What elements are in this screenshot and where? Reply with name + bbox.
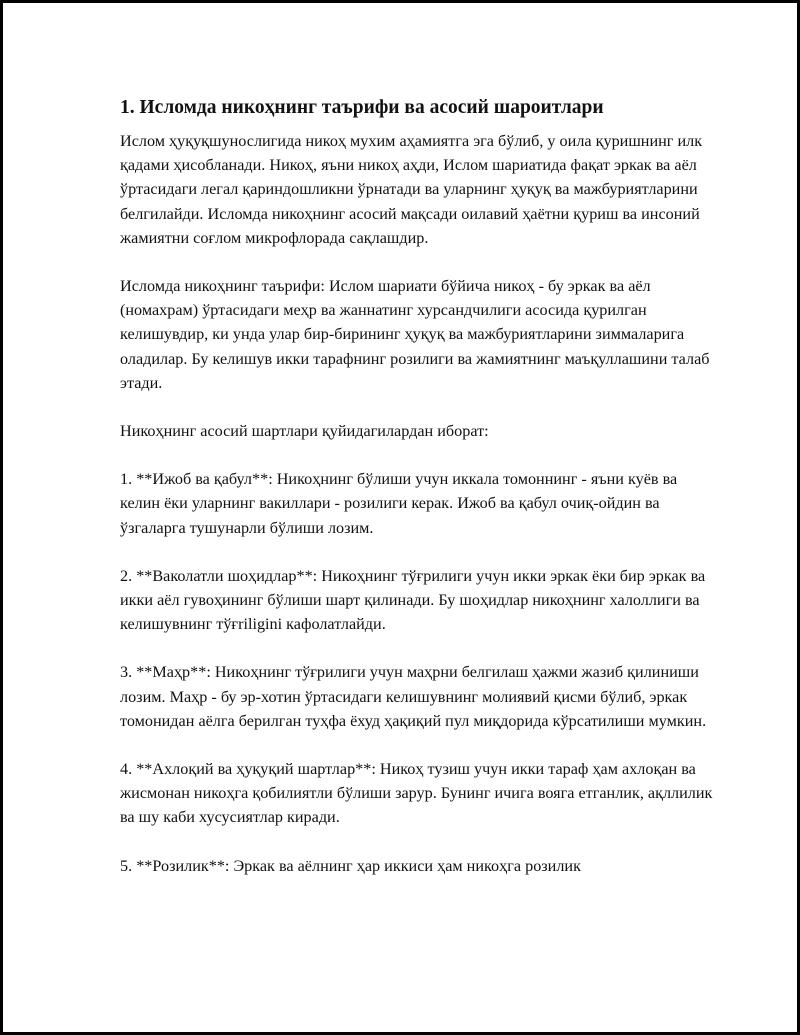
condition-item-5: 5. **Розилик**: Эркак ва аёлнинг ҳар иккиси ҳам никоҳга розилик <box>120 856 581 875</box>
condition-item-4: 4. **Ахлоқий ва ҳуқуқий шартлар**: Никоҳ тузиш учун икки тараф ҳам ахлоқан ва жисмонан никоҳга қобилиятли бўлиши зарур. Бунинг ичига вояга етганлик, ақллилик ва шу каби хусусиятлар киради. <box>120 760 713 827</box>
document-body <box>120 95 720 902</box>
condition-item-3: 3. **Маҳр**: Никоҳнинг тўғрилиги учун маҳрни белгилаш ҳажми жазиб қилиниши лозим. Маҳр - бу эр-хотин ўртасидаги келишувнинг молиявий қисми бўлиб, эркак томонидан аёлга берилган туҳфа ёхуд ҳақиқий пул миқдорида кўрсатилиши мумкин. <box>120 663 707 730</box>
conditions-intro-paragraph: Никоҳнинг асосий шартлари қуйидагилардан иборат: <box>120 422 489 441</box>
condition-item-2: 2. **Ваколатли шоҳидлар**: Никоҳнинг тўғрилиги учун икки эркак ёки бир эркак ва икки аёл гувоҳининг бўлиши шарт қилинади. Бу шоҳидлар никоҳнинг халоллиги ва келишувнинг тўғriligini кафолатлайди. <box>120 566 706 634</box>
intro-paragraph: Ислом ҳуқуқшунослигида никоҳ мухим аҳамиятга эга бўлиб, у оила қуришнинг илк қадами ҳисобланади. Никоҳ, яъни никоҳ аҳди, Ислом шариатида фақат эркак ва аёл ўртасидаги легал қариндошликни ўрнатади ва уларнинг ҳуқуқ ва мажбуриятларини белгилайди. Исломда никоҳнинг асосий мақсади оилавий ҳаётни қуриш ва инсоний жамиятни соғлом микрофлорада сақлашдир. <box>120 132 703 247</box>
section-heading: 1. Исломда никоҳнинг таърифи ва асосий шароитлари <box>120 97 604 118</box>
definition-paragraph: Исломда никоҳнинг таърифи: Ислом шариати бўйича никоҳ - бу эркак ва аёл (номахрам) ўртасидаги меҳр ва жаннатинг хурсандчилиги асосида қурилган келишувдир, ки унда улар бир-бирининг ҳуқуқ ва мажбуриятларини зиммаларига оладилар. Бу келишув икки тарафнинг розилиги ва жамиятнинг маъқуллашини талаб этади. <box>120 277 710 392</box>
condition-item-1: 1. **Ижоб ва қабул**: Никоҳнинг бўлиши учун иккала томоннинг - яъни куёв ва келин ёки уларнинг вакиллари - розилиги керак. Ижоб ва қабул очиқ-ойдин ва ўзгаларга тушунарли бўлиши лозим. <box>120 470 678 537</box>
